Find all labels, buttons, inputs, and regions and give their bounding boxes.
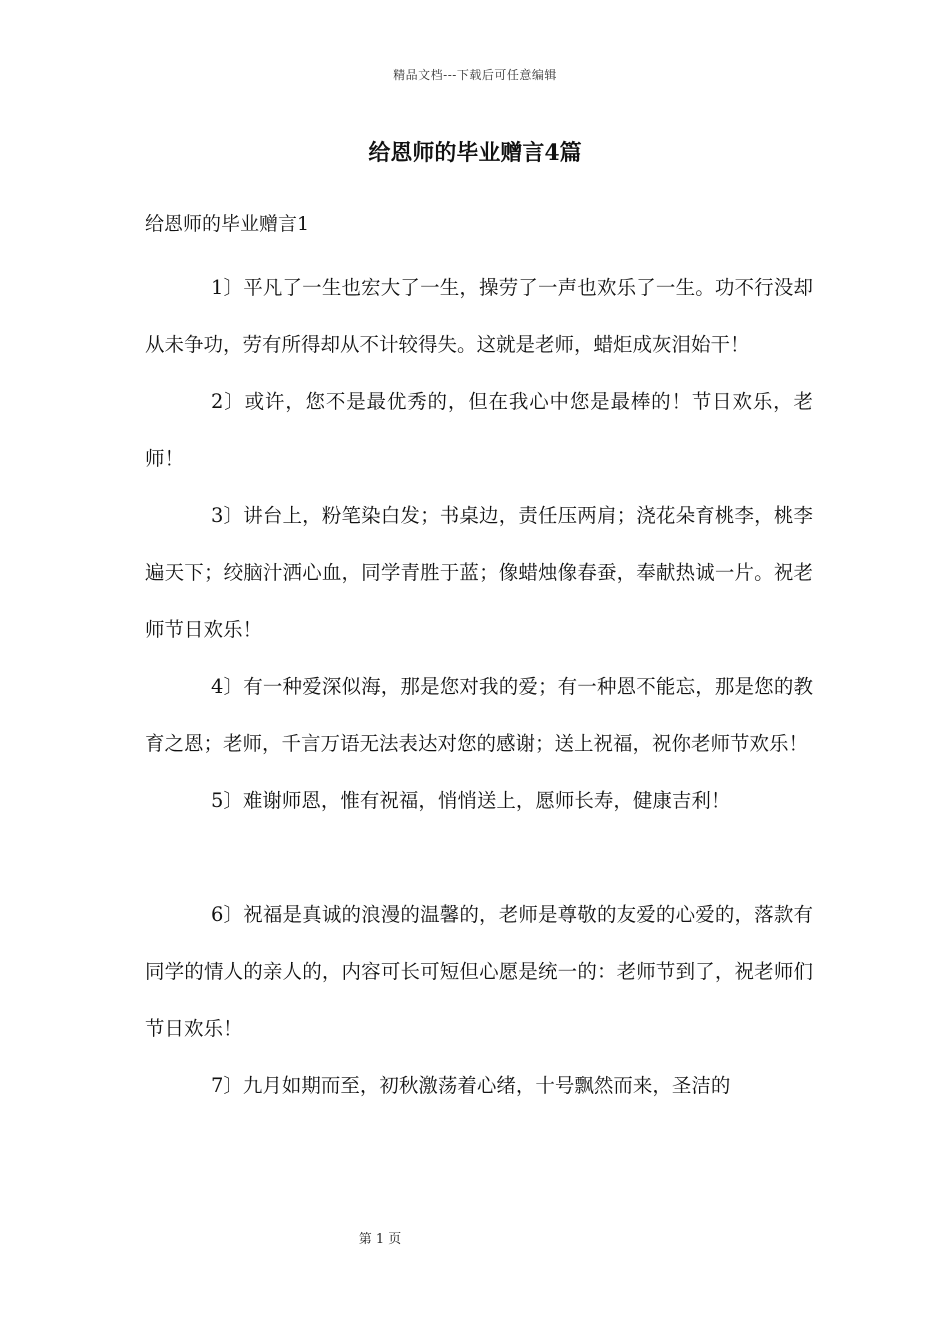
paragraph-3: 3〕讲台上，粉笔染白发；书桌边，责任压两肩；浇花朵育桃李，桃李遍天下；绞脑汁洒心血，同学青胜于蓝；像蜡烛像春蚕，奉献热诚一片。祝老师节日欢乐！ bbox=[145, 504, 813, 641]
document-title: 给恩师的毕业赠言4篇 bbox=[368, 140, 582, 166]
paragraph-4: 4〕有一种爱深似海，那是您对我的爱；有一种恩不能忘，那是您的教育之恩；老师，千言万语无法表达对您的感谢；送上祝福，祝你老师节欢乐！ bbox=[145, 675, 813, 755]
header-note: 精品文档---下载后可任意编辑 bbox=[393, 68, 557, 82]
paragraph-5: 5〕难谢师恩，惟有祝福，悄悄送上，愿师长寿，健康吉利！ bbox=[211, 789, 731, 812]
paragraph-spacer bbox=[145, 829, 813, 886]
paragraph-7: 7〕九月如期而至，初秋激荡着心绪，十号飘然而来，圣洁的 bbox=[211, 1074, 731, 1097]
page-number: 第 1 页 bbox=[358, 1232, 402, 1247]
paragraph-6: 6〕祝福是真诚的浪漫的温馨的，老师是尊敬的友爱的心爱的，落款有同学的情人的亲人的，内容可长可短但心愿是统一的：老师节到了，祝老师们节日欢乐！ bbox=[145, 903, 813, 1040]
paragraph-1: 1〕平凡了一生也宏大了一生，操劳了一声也欢乐了一生。功不行没却从未争功，劳有所得却从不计较得失。这就是老师，蜡炬成灰泪始干！ bbox=[145, 276, 813, 356]
document-body bbox=[145, 259, 813, 1114]
paragraph-2: 2〕或许，您不是最优秀的，但在我心中您是最棒的！节日欢乐，老师！ bbox=[145, 390, 813, 470]
section-heading: 给恩师的毕业赠言1 bbox=[145, 213, 310, 235]
